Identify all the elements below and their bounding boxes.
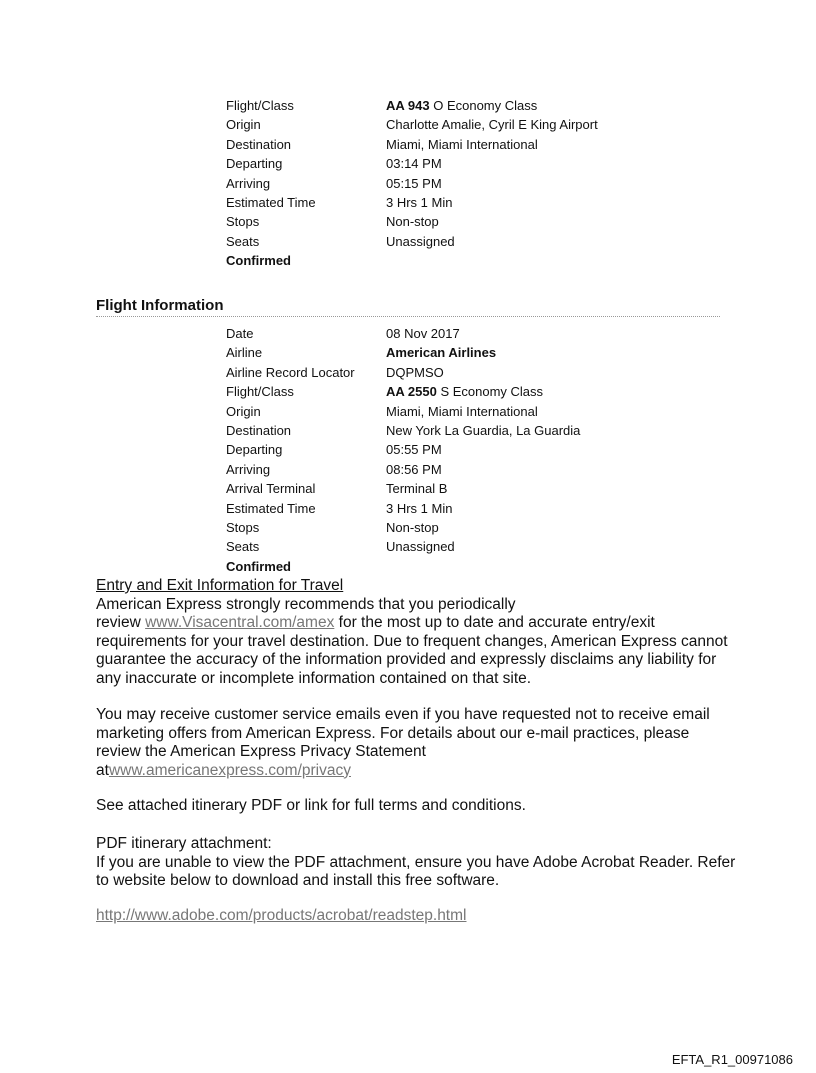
value: Miami, Miami International <box>386 403 538 419</box>
label: Arriving <box>226 175 271 191</box>
value: Unassigned <box>386 233 455 249</box>
row-date <box>226 324 726 343</box>
privacy-link[interactable]: www.americanexpress.com/privacy <box>108 761 351 779</box>
pdf-text: If you are unable to view the PDF attachment, ensure you have Adobe Acrobat Reader. Refer to website below to download and install this free software. <box>96 853 736 889</box>
row-stops <box>226 518 726 537</box>
label: Origin <box>226 117 261 133</box>
label: Flight/Class <box>226 98 294 113</box>
value: 3 Hrs 1 Min <box>386 194 453 210</box>
row-origin <box>226 115 726 134</box>
value: Non-stop <box>386 519 439 535</box>
visacentral-link[interactable]: www.Visacentral.com/amex <box>145 614 335 631</box>
row-estimated-time <box>226 193 726 212</box>
label: Departing <box>226 156 283 172</box>
pdf-attachment-info <box>96 835 736 891</box>
value: American Airlines <box>386 345 497 361</box>
label: Destination <box>226 422 292 438</box>
value: AA 943 O Economy Class <box>386 98 538 113</box>
adobe-link-block <box>96 907 736 926</box>
section-title-flight-information: Flight Information <box>96 296 720 317</box>
label: Arrival Terminal <box>226 481 316 497</box>
label: Destination <box>226 136 292 152</box>
value: New York La Guardia, La Guardia <box>386 422 581 438</box>
row-arrival-terminal <box>226 479 726 498</box>
flight-segment-2 <box>226 324 726 576</box>
row-arriving <box>226 460 726 479</box>
entry-exit-info <box>96 577 736 688</box>
label: Arriving <box>226 461 271 477</box>
privacy-notice: You may receive customer service emails even if you have requested not to receive email marketing offers from American Express. For details about our e-mail practices, please review the American Express Privacy Statement atwww.americanexpress.com/privacy <box>96 706 710 779</box>
row-seats <box>226 537 726 556</box>
value: 3 Hrs 1 Min <box>386 500 453 516</box>
label: Airline Record Locator <box>226 364 355 380</box>
row-destination <box>226 421 726 440</box>
label: Stops <box>226 214 260 230</box>
value: AA 2550 S Economy Class <box>386 384 544 400</box>
status-confirmed: Confirmed <box>226 253 291 269</box>
value: 03:14 PM <box>386 156 442 172</box>
row-origin <box>226 402 726 421</box>
row-departing <box>226 154 726 173</box>
value: 05:55 PM <box>386 442 442 458</box>
value: 08:56 PM <box>386 461 442 477</box>
value: Terminal B <box>386 481 448 497</box>
row-estimated-time <box>226 499 726 518</box>
row-departing <box>226 440 726 459</box>
row-arriving <box>226 174 726 193</box>
entry-line-1: American Express strongly recommends that you periodically <box>96 595 516 613</box>
label: Estimated Time <box>226 500 316 516</box>
row-record-locator <box>226 363 726 382</box>
row-destination <box>226 135 726 154</box>
row-flight-class <box>226 96 726 115</box>
entry-exit-heading: Entry and Exit Information for Travel <box>96 577 344 594</box>
entry-review-text: review www.Visacentral.com/amex for the most up to date and accurate entry/exit requirements for your travel destination. Due to frequent changes, American Express cannot guarantee the accuracy of the information provided and expressly disclaims any liability for any inaccurate or incomplete information contained on that site. <box>96 614 728 687</box>
row-seats <box>226 232 726 251</box>
value: 08 Nov 2017 <box>386 326 460 341</box>
label: Departing <box>226 442 283 458</box>
value: 05:15 PM <box>386 175 442 191</box>
label: Airline <box>226 345 263 361</box>
value: DQPMSO <box>386 364 444 380</box>
row-stops <box>226 212 726 231</box>
label: Stops <box>226 519 260 535</box>
label: Estimated Time <box>226 194 316 210</box>
value: Charlotte Amalie, Cyril E King Airport <box>386 117 598 133</box>
label: Seats <box>226 539 260 555</box>
flight-segment-1 <box>226 96 726 271</box>
label: Seats <box>226 233 260 249</box>
label: Flight/Class <box>226 384 294 400</box>
row-airline <box>226 343 726 362</box>
value: Unassigned <box>386 539 455 555</box>
value: Miami, Miami International <box>386 136 538 152</box>
label: Date <box>226 326 254 341</box>
value: Non-stop <box>386 214 439 230</box>
privacy-text: You may receive customer service emails even if you have requested not to receive email marketing offers from American Express. For details about our e-mail practices, please review the American Express Privacy Statement <box>96 706 710 760</box>
status-confirmed: Confirmed <box>226 558 291 574</box>
adobe-link[interactable]: http://www.adobe.com/products/acrobat/readstep.html <box>96 907 467 924</box>
document-id: EFTA_R1_00971086 <box>671 1052 793 1067</box>
label: Origin <box>226 403 261 419</box>
row-flight-class <box>226 382 726 401</box>
pdf-heading: PDF itinerary attachment: <box>96 835 272 852</box>
attached-note: See attached itinerary PDF or link for full terms and conditions. <box>96 797 526 814</box>
